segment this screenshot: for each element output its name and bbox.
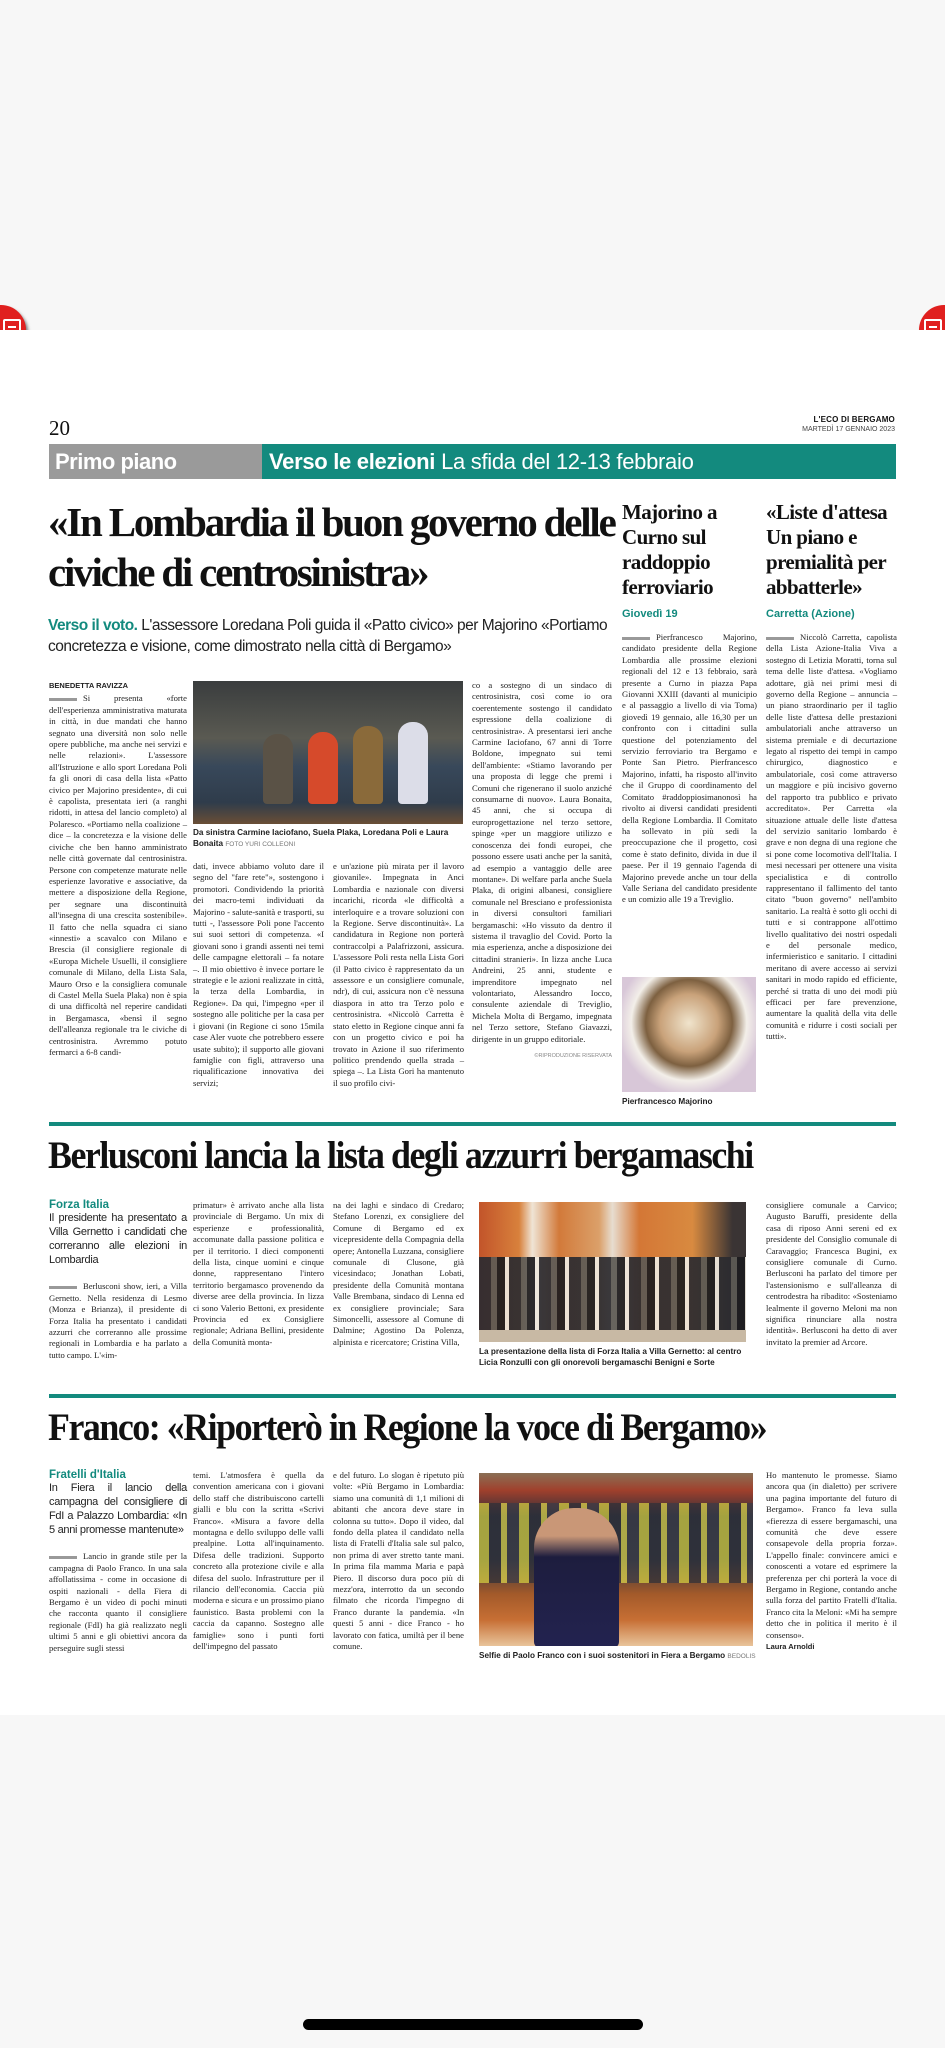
article2-column-3: na dei laghi e sindaco di Credaro; Stefano Lorenzi, ex consigliere del Comune di Bergamo ed ex vicepresidente della Compagnia della opere; Antonella Luzzana, consigliere comunale di Clusone, già vicesindaco; Jonathan Lobati, presidente della Comunità montana Valle Brembana, sindaco di Lenna ed ex consigliere provinciale; Sara Simoncelli, assessore al Comune di Dalmine; Agostino Da Polenza, alpinista e ricercatore; Cristina Villa,	[333, 1200, 464, 1347]
article2-headline: Berlusconi lancia la lista degli azzurri bergamaschi	[48, 1134, 753, 1177]
person	[398, 722, 428, 804]
page-number: 20	[49, 416, 70, 440]
article1-photo	[193, 681, 463, 824]
sidebar1-headline: Majorino a Curno sul raddoppio ferroviario	[622, 500, 717, 599]
copyright: ©RIPRODUZIONE RISERVATA	[534, 1053, 612, 1059]
article1-photo-caption: Da sinistra Carmine Iaciofano, Suela Plaka, Loredana Poli e Laura Bonaita FOTO YURI COLLEONI	[193, 828, 449, 848]
newspaper-name: L'ECO DI BERGAMO	[813, 415, 895, 424]
byline: BENEDETTA RAVIZZA	[49, 681, 129, 690]
section-rule	[49, 1394, 896, 1398]
topic-bold: Verso le elezioni	[269, 449, 436, 474]
article2-deck: Il presidente ha presentato a Villa Gernetto i candidati che correranno alle elezioni in Lombardia	[49, 1212, 187, 1267]
article3-selfie-photo	[479, 1473, 753, 1646]
article2-column-2: primatur» è arrivato anche alla lista provinciale di Bergamo. Un mix di esperienze e professionalità, accomunate dalla passione politica e per il territorio. I dieci componenti della lista, cinque uomini e cinque donne, rappresentano l'intero territorio bergamasco provenendo da diverse aree della provincia. In lizza ci sono Valerio Bettoni, ex presidente Provincia ed ex Consigliere regionale; Adriana Bellini, presidente della Comunità monta-	[193, 1200, 324, 1347]
article3-headline: Franco: «Riporterò in Regione la voce di Bergamo»	[48, 1406, 767, 1449]
lead-bar	[49, 1556, 77, 1559]
sidebar2-body: Niccolò Carretta, capolista della Lista Azione-Italia Viva a sostegno di Letizia Moratti, torna sul tema delle liste d'attesa. «Vogliamo adottare, già nei primi mesi di governo della Regione – annuncia – un piano straordinario per il taglio delle liste d'attesa delle prestazioni ambulatoriali anche attraverso un sistema premiale e di decurtazione legato al rispetto dei tempi in campo chirurgico, diagnostico e ambulatoriale, così come attraverso un maggiore e più incisivo governo del rapporto tra pubblico e privato accreditato». Per Carretta «la situazione attuale delle liste d'attesa del servizio sanitario lombardo è grave e non degna di una regione che si pone come locomotiva dell'Italia. I mesi necessari per ottenere una visita specialistica e di controllo rappresentano il fallimento del tanto citato "buon governo" nell'ambito sanitario. La realtà è sotto gli occhi di tutti e si contrappone all'ottimo livello qualitativo dei nostri ospedali e del personale medico, infermieristico e sanitario. I cittadini meritano di avere accesso ai servizi sanitari in modo rapido ed efficiente, perché si tratta di uno dei modi più efficaci per fare prevenzione, aumentare la qualità della vita delle comunità e ridurre i costi sociali per tutti».	[766, 632, 897, 1042]
section-label: Primo piano	[49, 444, 262, 479]
article3-deck: In Fiera il lancio della campagna del consigliere di FdI a Palazzo Lombardia: «In 5 anni promesse mantenute»	[49, 1482, 187, 1537]
viewer-background-bottom	[0, 1715, 945, 2048]
viewer-background-top	[0, 0, 945, 330]
article1-column-1	[49, 680, 187, 1058]
article2-column-4: consigliere comunale a Carvico; Augusto Baruffi, presidente della casa di riposo Anni sereni ed ex presidente del Consiglio comunale di Caravaggio; Francesca Bugini, ex consigliere comunale di Curno. Berlusconi ha parlato del timore per l'astensionismo e sull'alleanza di centrodestra ha ribadito: «Sosteniamo lealmente il governo Meloni ma non significa rinunciare alla nostra identità». Berlusconi ha detto di aver invitato la premier ad Arcore.	[766, 1200, 897, 1347]
lead-bar	[49, 698, 77, 701]
article3-column-4: Ho mantenuto le promesse. Siamo ancora qua (in dialetto) per scrivere una pagina importante del futuro di Bergamo». Franco fa leva sulla «fierezza di essere bergamaschi, una comunità che deve essere consapevole della propria forza». L'appello finale: convincere amici e conoscenti a votare ed esprimere la preferenza per chi porterà la voce di Bergamo in Regione, contando anche sulla forza del partito Fratelli d'Italia. Franco cita la Meloni: «Mi ha sempre detto che in politica il merito è il consenso». Laura Arnoldi	[766, 1470, 897, 1652]
topic-subtitle: La sfida del 12-13 febbraio	[441, 449, 694, 474]
masthead	[802, 415, 895, 433]
person	[353, 726, 383, 804]
section-rule	[49, 1122, 896, 1126]
section-bar	[49, 444, 896, 479]
sidebar2-kicker: Carretta (Azione)	[766, 608, 855, 620]
lead-bar	[622, 637, 650, 640]
lead-bar	[49, 1286, 77, 1289]
lead-bar	[766, 637, 794, 640]
article2-tag: Forza Italia	[49, 1199, 110, 1211]
person	[308, 732, 338, 804]
signature: Laura Arnoldi	[766, 1642, 815, 1652]
sidebar1-kicker: Giovedì 19	[622, 608, 678, 620]
issue-date: MARTEDÌ 17 GENNAIO 2023	[802, 426, 895, 433]
sidebar1-photo-caption: Pierfrancesco Majorino	[622, 1097, 713, 1106]
article1-column-2: dati, invece abbiamo voluto dare il segno del "fare rete"», sostengono i promotori. Condividendo la priorità dei macro-temi individuati da Majorino - salute-sanità e trasporti, su tutti -, l'assessore Poli pone l'accento sui suoi settori di competenza. «I giovani sono i grandi assenti nei temi delle campagne elettorali – fa notare –. Il mio obiettivo è invece portare le strategie e le azioni realizzate in città, la terza della Lombardia, in Regione». Da qui, l'impegno «per il sostegno alle politiche per la casa per i giovani (in Regione ci sono 15mila case Aler vuote che potrebbero essere usate subito); il supporto alle giovani famiglie con figli, attraverso una riqualificazione innovativa dei servizi;	[193, 861, 324, 1088]
article2-photo	[479, 1202, 746, 1342]
sidebar2-headline: «Liste d'attesa Un piano e premialità per abbatterle»	[766, 500, 888, 599]
article3-column-2: temi. L'atmosfera è quella da convention americana con i giovani dello staff che distribuiscono cartelli gialli e blu con la scritta «Scrivi Franco». «Misura a favore della montagna e dello sviluppo delle valli prealpine. Lotta all'inquinamento. Difesa delle tradizioni. Supporto concreto alla protezione civile e alla difesa del suolo. Infrastrutture per il rilancio dell'economia. Caccia più moderna e sicura e un prossimo piano faunistico. Basta problemi con la caccia da capanno. Sostegno alle famiglie» sono i punti forti dell'impegno del passato	[193, 1470, 324, 1652]
article1-column-3: e un'azione più mirata per il lavoro giovanile». Impegnata in Anci Lombardia e nazionale con diversi incarichi, ricorda «le difficoltà a interloquire e a trovare soluzioni con la Regione. Serve discontinuità». La candidatura in Regione non porterà contraccolpi a Palafrizzoni, assicura. L'assessore Poli resta nella Lista Gori (il Patto civico è rappresentato da un assessore e un consigliere comunale, ndr), di cui, assicura non c'è nessuna diaspora in atto tra Terzo polo e centrosinistra. «Niccolò Carretta è stato eletto in Regione cinque anni fa con un progetto civico e poi ha trovato in Azione il suo riferimento politico prendendo quella strada – spiega –. La Lista Gori ha mantenuto il suo profilo civi-	[333, 861, 464, 1088]
article3-column-1: Fratelli d'Italia In Fiera il lancio della campagna del consigliere di FdI a Palazzo Lombardia: «In 5 anni promesse mantenute» Lancio in grande stile per la campagna di Paolo Franco. In una sala affollatissima - come in occasione di ospiti nazionali - della Fiera di Bergamo è un video di pochi minuti che racconta quanto il consigliere regionale (FdI) ha già realizzato negli ultimi 5 anni e gli obiettivi ancora da perseguire sugli stessi	[49, 1469, 187, 1653]
deck-tag: Verso il voto.	[48, 617, 138, 634]
article1-col1-text: Si presenta «forte dell'esperienza amministrativa maturata in città, in due mandati che hanno segnato una diversità non solo nelle opere pubbliche, ma anche nei servizi e nelle relazioni». L'assessore all'Istruzione e allo sport Loredana Poli fa gli onori di casa della lista «Patto civico per Majorino presidente», di cui è capolista, presentata ieri (a ranghi ridotti, in attesa del lancio completo) al Polaresco. «Portiamo nella coalizione – dice – la concretezza e la visione delle civiche che ben hanno amministrato nelle città governate dal centrosinistra. Persone con competenze maturate nelle esperienze lavorative e associative, da mettere a disposizione della Regione, per segnare una discontinuità all'insegna di una crescita sostenibile». Il fatto che nella squadra ci siano «innesti» a scavalco con Milano e Brescia (il consigliere regionale di «Europa Michele Usuelli, il consigliere comunale di Milano, della Lista Sala, Mauro Orso e la consigliera comunale di Castel Mella Suela Plaka) non è spia di una difficoltà nel reperire candidati in Bergamasca, «bensì il segno dell'alleanza regionale tra le civiche di centrosinistra. Avremmo potuto fermarci a 6-8 candi-	[49, 693, 187, 1057]
article3-column-3: e del futuro. Lo slogan è ripetuto più volte: «Più Bergamo in Lombardia: siamo una comunità di 1,1 milioni di abitanti che ancora deve stare in colonna su tutto». Dopo il video, dal fondo della platea il candidato nella lista di Fratelli d'Italia sale sul palco, non prima di aver stretto tante mani. In prima fila mamma Maria e papà Piero. Il discorso dura poco più di mezz'ora, interrotto da un secondo filmato che ricorda l'impegno di Franco durante la pandemia. «In questi 5 anni - dice Franco - ho lavorato con fatica, umiltà per il bene comune.	[333, 1470, 464, 1652]
majorino-portrait-photo	[622, 977, 756, 1092]
main-deck	[48, 615, 623, 657]
man-taking-selfie	[534, 1508, 619, 1646]
main-headline: «In Lombardia il buon governo delle civiche di centrosinistra»	[48, 499, 615, 595]
article2-photo-caption: La presentazione della lista di Forza Italia a Villa Gernetto: al centro Licia Ronzulli con gli onorevoli bergamaschi Benigni e Sorte	[479, 1347, 742, 1367]
floor	[479, 1330, 746, 1342]
topic-banner	[262, 444, 896, 479]
home-indicator[interactable]	[303, 2019, 643, 2030]
article1-column-4: co a sostegno di un sindaco di centrosinistra, così come io ora coerentemente sostengo il candidato espressione della coalizione di centrosinistra». A presentarsi ieri anche Carmine Iaciofano, 67 anni di Torre Boldone, impegnato sui temi dell'ambiente: «Stiamo lavorando per una proposta di legge che premi i Comuni che rigenerano il suolo anziché consumarne di nuovo». Laura Bonaita, 45 anni, che si occupa di europrogettazione nel terzo settore, spinge «per un maggiore utilizzo e conoscenza dei fondi europei, che possono essere usati anche per la sanità, ad esempio a vantaggio delle aree montane». Di welfare parla anche Suela Plaka, di origini albanesi, consigliere comunale nel Bresciano e professionista in diversi consultori familiari bergamaschi: «Ho vissuto da dentro il sistema il travaglio del Covid. Porto la mia esperienza, anche a disposizione dei cittadini stranieri». In lizza anche Luca Andreini, 25 anni, studente e imprenditore impegnato nel volontariato, Alessandro Iocco, consulente aziendale di Treviglio, Michela Molta di Bergamo, impegnata nel Terzo settore, Stefano Giavazzi, dirigente in un gruppo editoriale. ©RIPRODUZIONE RISERVATA	[472, 680, 612, 1062]
person	[263, 734, 293, 804]
deck-text: L'assessore Loredana Poli guida il «Patto civico» per Majorino «Portiamo concretezza e visione, come dimostrato nella città di Bergamo»	[48, 617, 608, 655]
sidebar1-body: Pierfrancesco Majorino, candidato presidente della Regione Lombardia alle prossime elezioni regionali del 12 e 13 febbraio, sarà presente a Curno in piazza Papa Giovanni XXIII (davanti al municipio e al passaggio a livello di via Toma) giovedì 19 gennaio, alle 16,30 per un confronto con i cittadini sulla questione del potenziamento del servizio ferroviario tra Bergamo e Ponte San Pietro. Pierfrancesco Majorino, infatti, ha risposto all'invito che il Gruppo di coordinamento del Comitato #raddoppiosimanonosì ha rivolto ai diversi candidati presidenti della Regione Lombardia. Il Comitato ha sollevato in più sedi la preoccupazione che il progetto, così come è stato definito, divida in due il paese. Per il 19 gennaio l'agenda di Majorino prevede anche un tour della Valle Seriana del candidato presidente e un comizio alle 19 a Treviglio.	[622, 632, 757, 905]
group-of-people	[479, 1257, 746, 1332]
article3-photo-caption: Selfie di Paolo Franco con i suoi sostenitori in Fiera a Bergamo BEDOLIS	[479, 1651, 756, 1660]
article3-tag: Fratelli d'Italia	[49, 1469, 126, 1481]
article2-column-1: Forza Italia Il presidente ha presentato a Villa Gernetto i candidati che correranno alle elezioni in Lombardia Berlusconi show, ieri, a Villa Gernetto. Nella residenza di Lesmo (Monza e Brianza), il presidente di Forza Italia ha presentato i candidati azzurri che correranno alle prossime regionali in Lombardia e ha parlato a tutto campo. L'«im-	[49, 1199, 187, 1360]
photo-credit: FOTO YURI COLLEONI	[225, 841, 296, 848]
photo-credit: BEDOLIS	[727, 1653, 756, 1660]
